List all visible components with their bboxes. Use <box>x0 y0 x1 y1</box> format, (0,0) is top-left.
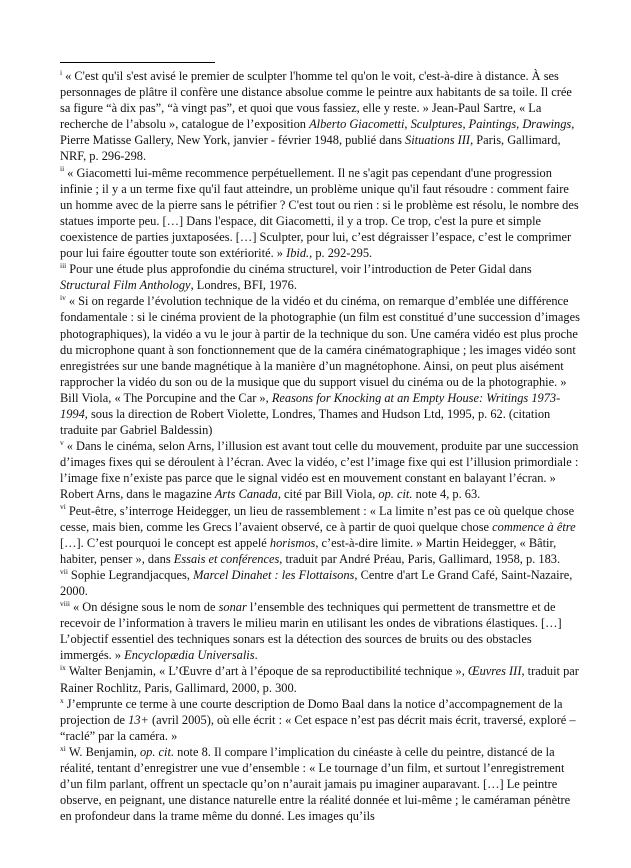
footnote-italic-text: Essais et conférences <box>173 551 280 566</box>
footnote-italic-text: Œuvres III <box>467 664 522 679</box>
footnote-marker: viii <box>60 598 71 608</box>
footnote <box>60 599 580 663</box>
footnote-text: , Pierre Matisse Gallery, New York, janvier - février 1948, publié dans <box>60 117 575 148</box>
footnote-italic-text: Encyclopædia Universalis <box>124 648 255 663</box>
footnote-text: , traduit par Rainer Rochlitz, Paris, Gallimard, 2000, p. 300. <box>60 664 579 695</box>
footnote-italic-text: Situations III <box>405 133 471 148</box>
footnote-marker: ix <box>60 663 66 673</box>
footnote <box>60 68 580 165</box>
footnote-text: note 8. Il compare l’implication du cinéaste à celle du peintre, distancé de la réalité, tentant d’enregistrer une vue d’ensemble : « Le tournage d’un film, et surtout l’enregistrement d’un film parlant, offrent un spectacle qu’on n’aurait jamais pu imaginer auparavant. […] Le peintre observe, en peignant, une distance naturelle entre la réalité donnée et lui-même ; le caméraman pénètre en profondeur dans la trame même du donné. Les images qu’ils <box>60 744 571 824</box>
footnote-marker: xi <box>60 743 66 753</box>
footnote <box>60 744 580 824</box>
footnote-italic-text: Alberto Giacometti, Sculptures, Paintings, Drawings <box>309 117 572 132</box>
footnote-italic-text: op. cit. <box>378 487 413 502</box>
footnote-text: Sophie Legrandjacques, <box>70 567 194 582</box>
footnote-marker: vi <box>60 502 66 512</box>
footnote-text: , cité par Bill Viola, <box>277 487 379 502</box>
footnote-text: « Giacometti lui-même recommence perpétuellement. Il ne s'agit pas cependant d'une progression infinie ; il y a un terme fixe qu'il faut atteindre, un problème unique qu'il faut résoudre : comment faire un homme avec de la pierre sans le pétrifier ? C'est tout ou rien : si le problème est résolu, le nombre des statues importe peu. […] Dans l'espace, dit Giacometti, il y a trop. Ce trop, c'est la pure et simple coexistence de parties juxtaposées. […] Sculpter, pour lui, c’est dégraisser l’espace, c’est le comprimer pour lui faire égoutter toute son extériorité. » <box>60 165 579 261</box>
footnote-text: « Dans le cinéma, selon Arns, l’illusion est avant tout celle du mouvement, produite par une succession d’images fixes qui se déroulent à l’écran. Avec la vidéo, c’est l’image fixe qui est l’illusion primordiale : l’image fixe n’existe pas parce que le signal vidéo est en mouvement constant en balayant l’écran. » Robert Arns, dans le magazine <box>60 439 579 502</box>
footnote <box>60 165 580 262</box>
footnote <box>60 438 580 502</box>
footnote-italic-text: Structural Film Anthology <box>60 278 191 293</box>
footnote-marker: v <box>60 438 64 448</box>
footnote-text: . <box>254 648 258 663</box>
footnote-text: , traduit par André Préau, Paris, Gallimard, 1958, p. 183. <box>279 551 561 566</box>
footnote-italic-text: Ibid. <box>286 246 310 261</box>
footnote-marker: iv <box>60 293 66 303</box>
footnote-marker: vii <box>60 566 68 576</box>
footnote-italic-text: 13+ <box>128 712 149 727</box>
footnote-text: « On désigne sous le nom de <box>73 600 219 615</box>
footnote <box>60 696 580 744</box>
footnote-text: J’emprunte ce terme à une courte description de Domo Baal dans la notice d’accompagnement de la projection de <box>60 696 563 727</box>
footnote-text: Pour une étude plus approfondie du cinéma structurel, voir l’introduction de Peter Gidal dans <box>69 262 532 277</box>
footnote-text: note 4, p. 63. <box>412 487 481 502</box>
footnote-italic-text: Marcel Dinahet : les Flottaisons <box>193 567 355 582</box>
footnote-italic-text: Reasons for Knocking at an Empty House: Writings 1973-1994 <box>60 390 561 421</box>
footnote <box>60 503 580 567</box>
footnote-italic-text: sonar <box>218 600 247 615</box>
footnote-marker: iii <box>60 261 67 270</box>
footnote <box>60 663 580 695</box>
footnote <box>60 567 580 599</box>
footnote-text: , c’est-à-dire limite. » Martin Heidegger, « Bâtir, habiter, penser », dans <box>60 535 557 566</box>
footnote <box>60 293 580 438</box>
footnote-italic-text: commence à être <box>492 519 576 534</box>
footnote-italic-text: horismos <box>269 535 316 550</box>
footnote-text: , sous la direction de Robert Violette, Londres, Thames and Hudson Ltd, 1995, p. 62. (citation traduite par Gabriel Baldessin) <box>60 406 551 438</box>
footnote-text: W. Benjamin, <box>68 744 140 759</box>
footnotes-list <box>60 68 580 824</box>
footnote-text: l’ensemble des techniques qui permettent de transmettre et de recevoir de l’information à travers le milieu marin en utilisant les ondes de vibrations élastiques. […] L’objectif essentiel des techniques sonars est la détection des sources de bruits ou des obstacles immergés. » <box>60 600 562 663</box>
footnote <box>60 261 580 293</box>
footnote-text: , Londres, BFI, 1976. <box>190 278 297 293</box>
footnote-text: (avril 2005), où elle écrit : « Cet espace n’est pas décrit mais écrit, traversé, exploré – “raclé” par la caméra. » <box>60 712 576 743</box>
footnote-italic-text: Arts Canada <box>214 487 278 502</box>
footnote-text: Peut-être, s’interroge Heidegger, un lieu de rassemblement : « La limite n’est pas ce où quelque chose cesse, mais bien, comme les Grecs l’avaient observé, ce à partir de quoi quelque chose <box>60 503 575 534</box>
footnote-text: , Centre d'art Le Grand Café, Saint-Nazaire, 2000. <box>60 567 573 598</box>
footnote-separator <box>60 62 215 63</box>
footnote-italic-text: op. cit. <box>139 744 175 759</box>
footnote-text: « Si on regarde l’évolution technique de la vidéo et du cinéma, on remarque d’emblée une différence fondamentale : si le cinéma provient de la photographie (un film est constitué d’une succession d’images photographiques), la vidéo a vu le jour à partir de la technique du son. Une caméra vidéo est plus proche du microphone quant à son fonctionnement que de la caméra cinématographique ; les images vidéo sont enregistrées sur une bande magnétique à la manière d’un magnétophone. Ainsi, on peut plus aisément rapprocher la vidéo du son ou de la musique que du support visuel du cinéma ou de la photographie. » Bill Viola, « The Porcupine and the Car », <box>60 294 580 405</box>
footnote-marker: x <box>60 695 64 705</box>
footnote-text: , p. 292-295. <box>309 246 373 261</box>
footnote-text: « C'est qu'il s'est avisé le premier de sculpter l'homme tel qu'on le voit, c'est-à-dire à distance. À ses personnages de plâtre il confère une distance absolue comme le peintre aux habitants de sa toile. Il crée sa figure “à dix pas”, “à vingt pas”, et quoi que vous fassiez, elle y reste. » Jean-Paul Sartre, « La recherche de l’absolu », catalogue de l’exposition <box>60 69 572 132</box>
footnote-marker: i <box>60 67 63 77</box>
footnote-text: , Paris, Gallimard, NRF, p. 296-298. <box>60 133 561 164</box>
footnote-marker: ii <box>60 164 65 174</box>
footnote-text: […]. C’est pourquoi le concept est appelé <box>60 535 270 550</box>
footnote-text: Walter Benjamin, « L’Œuvre d’art à l’époque de sa reproductibilité technique », <box>68 664 468 679</box>
